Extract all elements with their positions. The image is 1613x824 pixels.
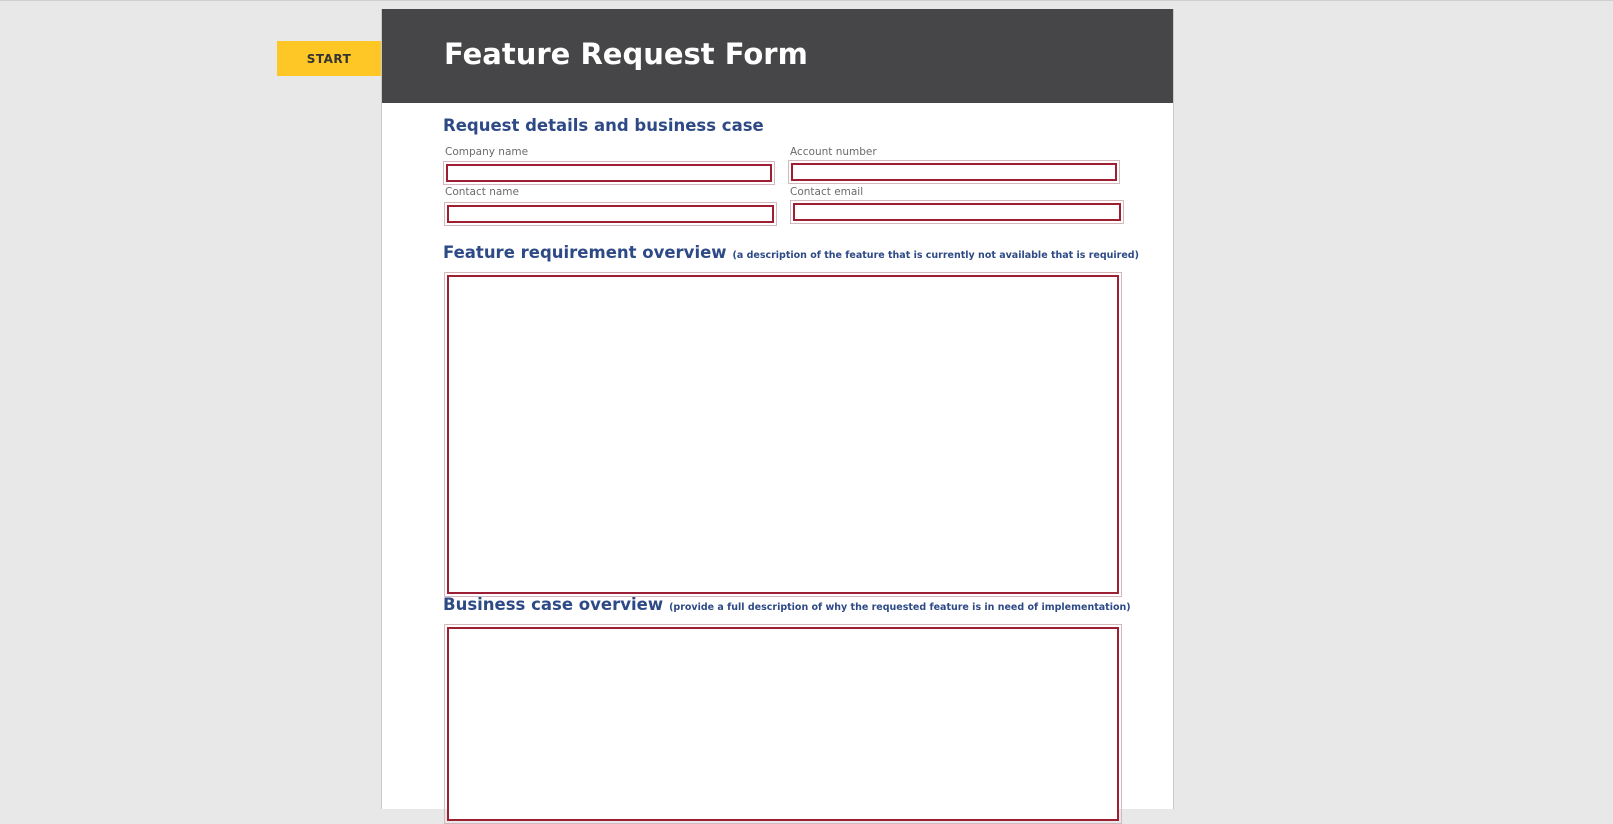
form-title: Feature Request Form [444, 37, 808, 71]
company-name-frame [443, 161, 775, 185]
contact-name-frame [444, 202, 777, 226]
section-heading-business [443, 595, 1131, 614]
start-button[interactable]: START [277, 41, 381, 76]
business-heading-note: (provide a full description of why the requested feature is in need of implementation) [669, 602, 1131, 613]
company-name-input[interactable] [446, 164, 772, 182]
feature-heading-text: Feature requirement overview [443, 243, 727, 262]
account-number-frame [788, 160, 1120, 184]
top-divider [0, 0, 1613, 1]
business-case-textarea[interactable] [447, 627, 1119, 821]
contact-email-label: Contact email [790, 186, 864, 198]
form-page [381, 9, 1174, 809]
account-number-input[interactable] [791, 163, 1117, 181]
contact-email-input[interactable] [793, 203, 1121, 221]
section-heading-details: Request details and business case [443, 116, 764, 135]
form-header [382, 9, 1173, 103]
feature-overview-textarea[interactable] [447, 275, 1119, 594]
feature-heading-note: (a description of the feature that is currently not available that is required) [732, 250, 1139, 261]
business-case-frame [444, 624, 1122, 824]
section-heading-feature [443, 243, 1139, 262]
contact-email-frame [790, 200, 1124, 224]
contact-name-label: Contact name [445, 186, 519, 198]
business-heading-text: Business case overview [443, 595, 664, 614]
company-name-label: Company name [445, 146, 529, 158]
account-number-label: Account number [790, 146, 877, 158]
feature-overview-frame [444, 272, 1122, 597]
contact-name-input[interactable] [447, 205, 774, 223]
